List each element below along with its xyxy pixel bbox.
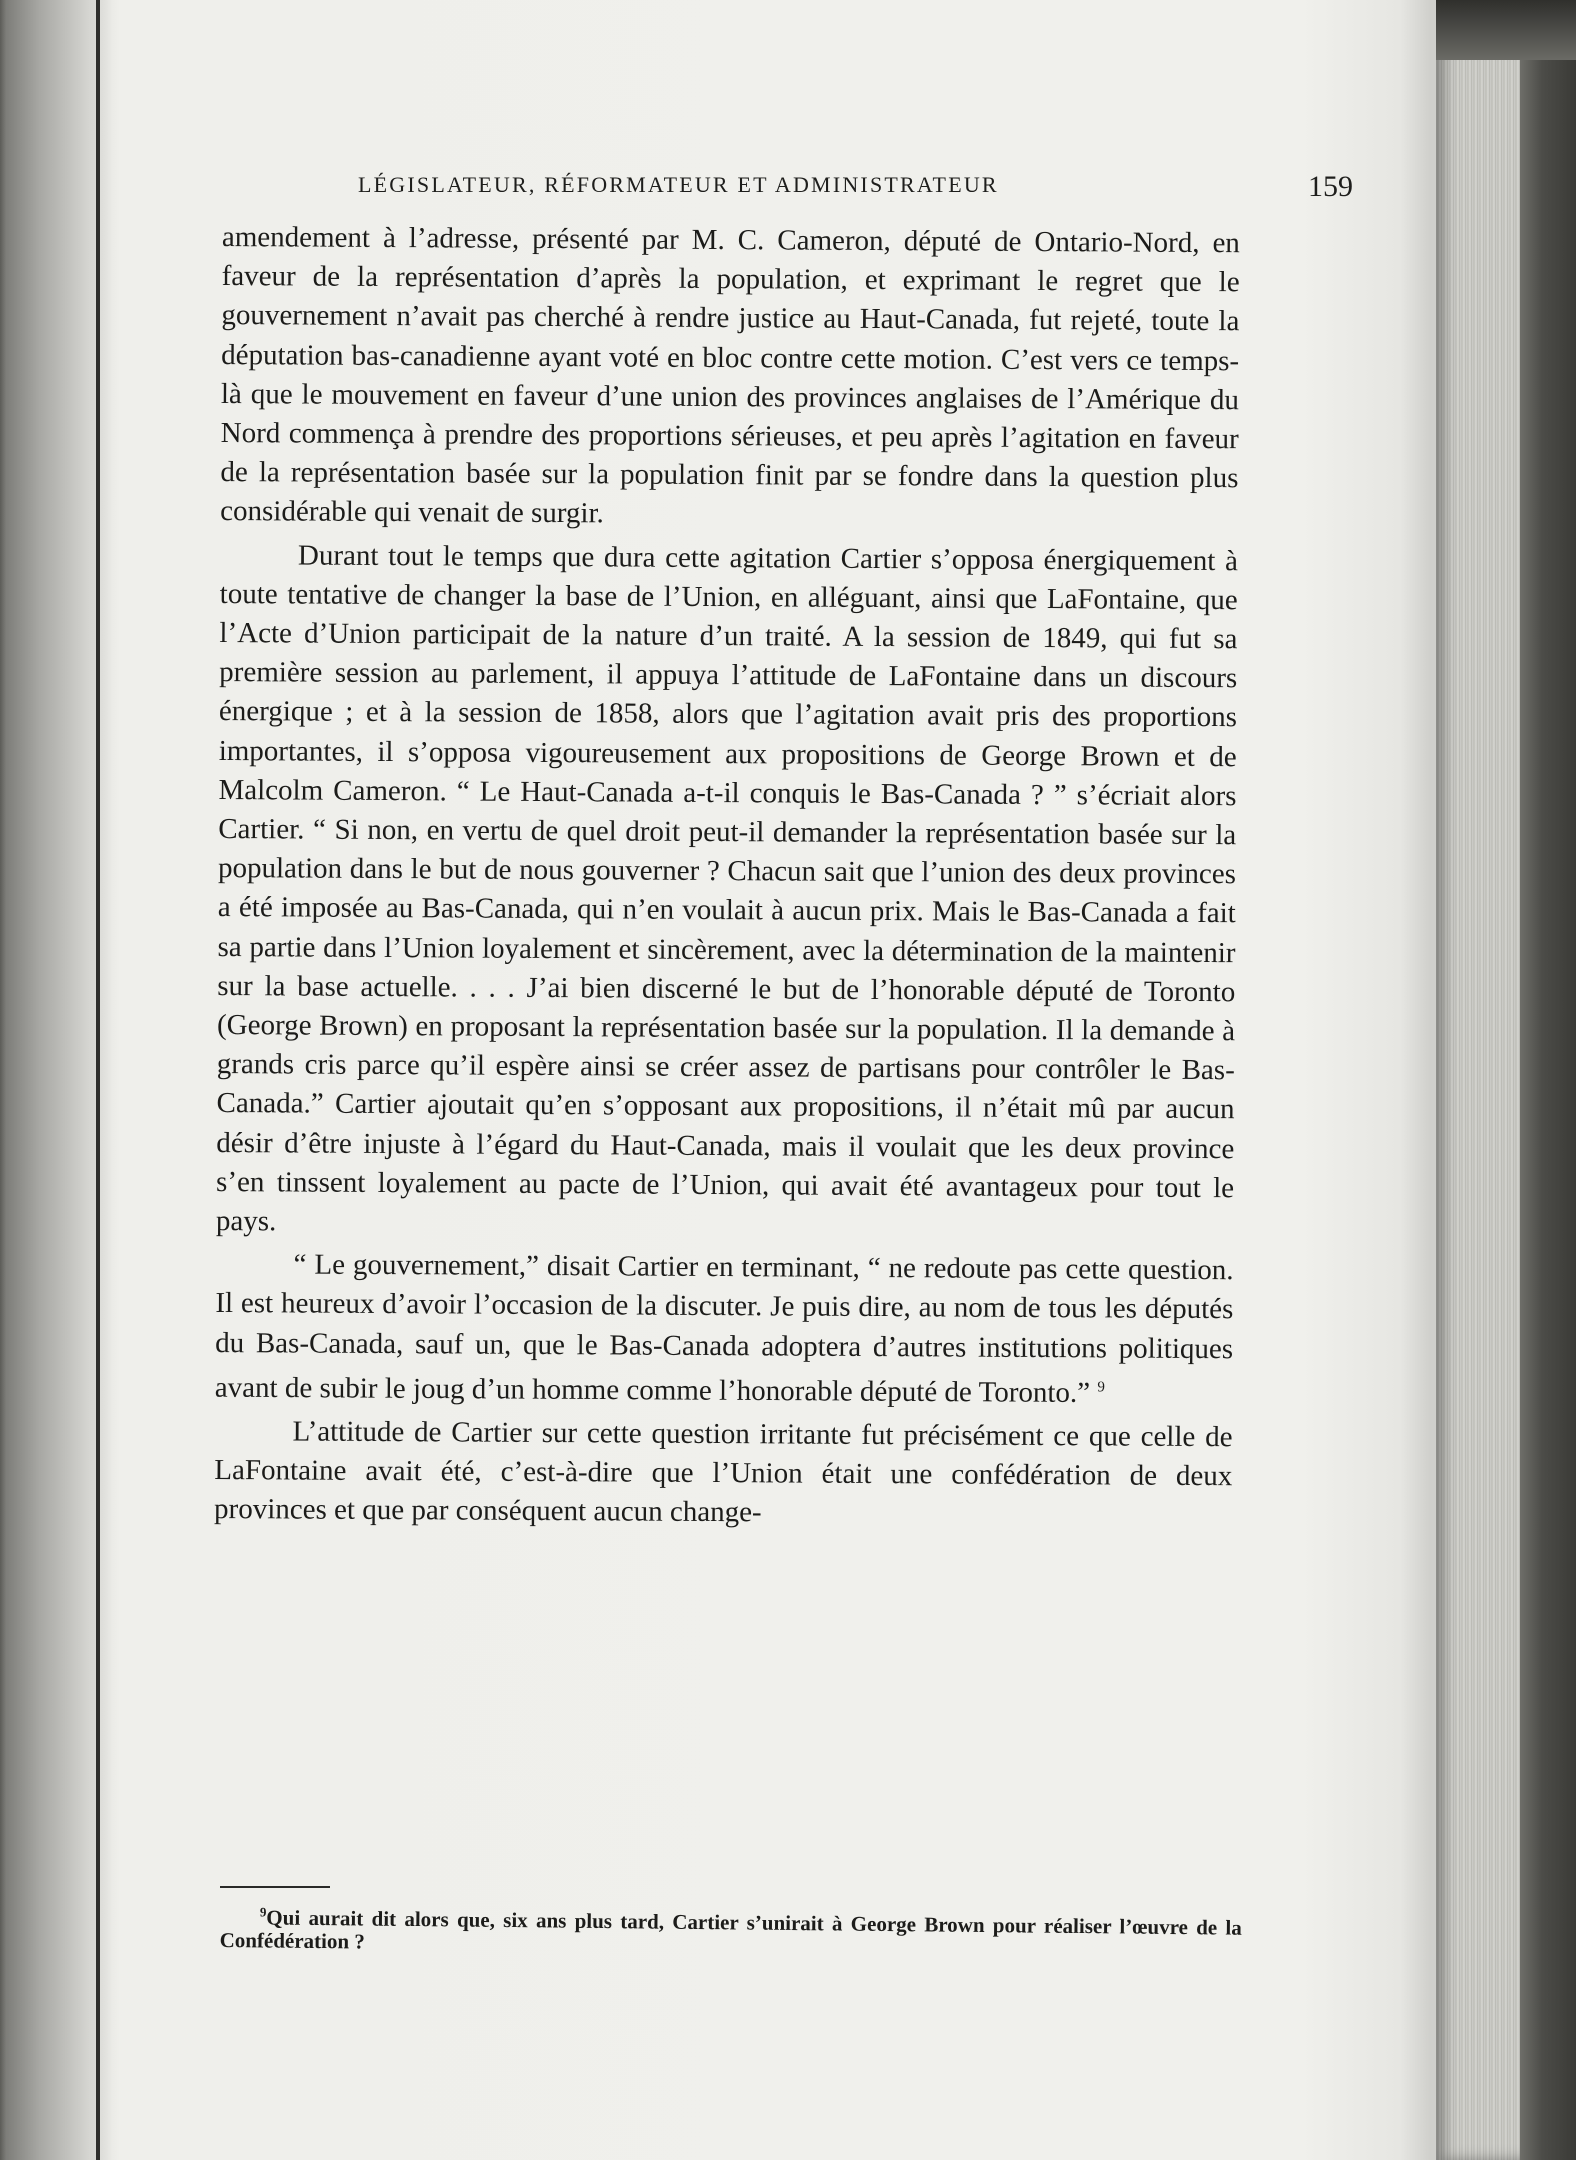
body-text	[214, 218, 1240, 1536]
page-number: 159	[1308, 170, 1353, 203]
footnote-reference: 9	[1097, 1379, 1105, 1396]
paragraph-1: amendement à l’adresse, présenté par M. C. Cameron, député de Ontario-Nord, en faveur de la représentation d’après la population, et exprimant le regret que le gouvernement n’avait pas cherché à rendre justice au Haut-Canada, fut rejeté, toute la députation bas-canadienne ayant voté en bloc contre cette motion. C’est vers ce temps-là que le mouvement en faveur d’une union des provinces anglaises de l’Amérique du Nord commença à prendre des proportions sérieuses, et peu après l’agitation en faveur de la représentation basée sur la population finit par se fondre dans la question plus considérable qui venait de surgir.	[220, 220, 1240, 530]
book-corner-shadow	[1436, 0, 1576, 60]
paragraph-4: L’attitude de Cartier sur cette question irritante fut précisément ce que celle de LaFontaine avait été, c’est-à-dire que l’Union était une confédération de deux provinces et que par conséquent aucun change-	[214, 1415, 1233, 1529]
footnote-text: Qui aurait dit alors que, six ans plus tard, Cartier s’unirait à George Brown pour réaliser l’œuvre de la Confédération ?	[219, 1905, 1242, 1954]
book-page	[112, 0, 1432, 2160]
book-edge	[1520, 0, 1576, 2160]
footnote	[220, 1906, 1242, 1963]
running-head: LÉGISLATEUR, RÉFORMATEUR ET ADMINISTRATEUR	[358, 172, 999, 197]
paragraph-2: Durant tout le temps que dura cette agitation Cartier s’opposa énergiquement à toute tentative de changer la base de l’Union, en alléguant, ainsi que LaFontaine, que l’Acte d’Union participait de la nature d’un traité. A la session de 1849, qui fut sa première session au parlement, il appuya l’attitude de LaFontaine dans un discours énergique ; et à la session de 1858, alors que l’agitation avait pris des proportions importantes, il s’opposa vigoureusement aux propositions de George Brown et de Malcolm Cameron. “ Le Haut-Canada a-t-il conquis le Bas-Canada ? ” s’écriait alors Cartier. “ Si non, en vertu de quel droit peut-il demander la représentation basée sur la population dans le but de nous gouverner ? Chacun sait que l’union des deux provinces a été imposée au Bas-Canada, qui n’en voulait à aucun prix. Mais le Bas-Canada a fait sa partie dans l’Union loyalement et sincèrement, avec la détermination de la maintenir sur la base actuelle. . . . J’ai bien discerné le but de l’honorable député de Toronto (George Brown) en proposant la représentation basée sur la population. Il la demande à grands cris parce qu’il espère ainsi se créer assez de partisans pour contrôler le Bas-Canada.” Cartier ajoutait qu’en s’opposant aux propositions, il n’était mû par aucun désir d’être injuste à l’égard du Haut-Canada, mais il voulait que les deux province s’en tinssent loyalement au pacte de l’Union, qui avait été avantageux pour tout le pays.	[215, 539, 1239, 1238]
footnote-marker: 9	[259, 1904, 267, 1920]
footnote-rule	[220, 1886, 330, 1888]
paragraph-3-text: “ Le gouvernement,” disait Cartier en terminant, “ ne redoute pas cette question. Il est heureux d’avoir l’occasion de la discuter. Je puis dire, au nom de tous les députés du Bas-Canada, sauf un, que le Bas-Canada adoptera d’autres institutions politiques avant de subir le joug d’un homme comme l’honorable député de Toronto.”	[214, 1248, 1234, 1409]
gutter-line	[96, 0, 100, 2160]
paragraph-3	[215, 1245, 1234, 1414]
